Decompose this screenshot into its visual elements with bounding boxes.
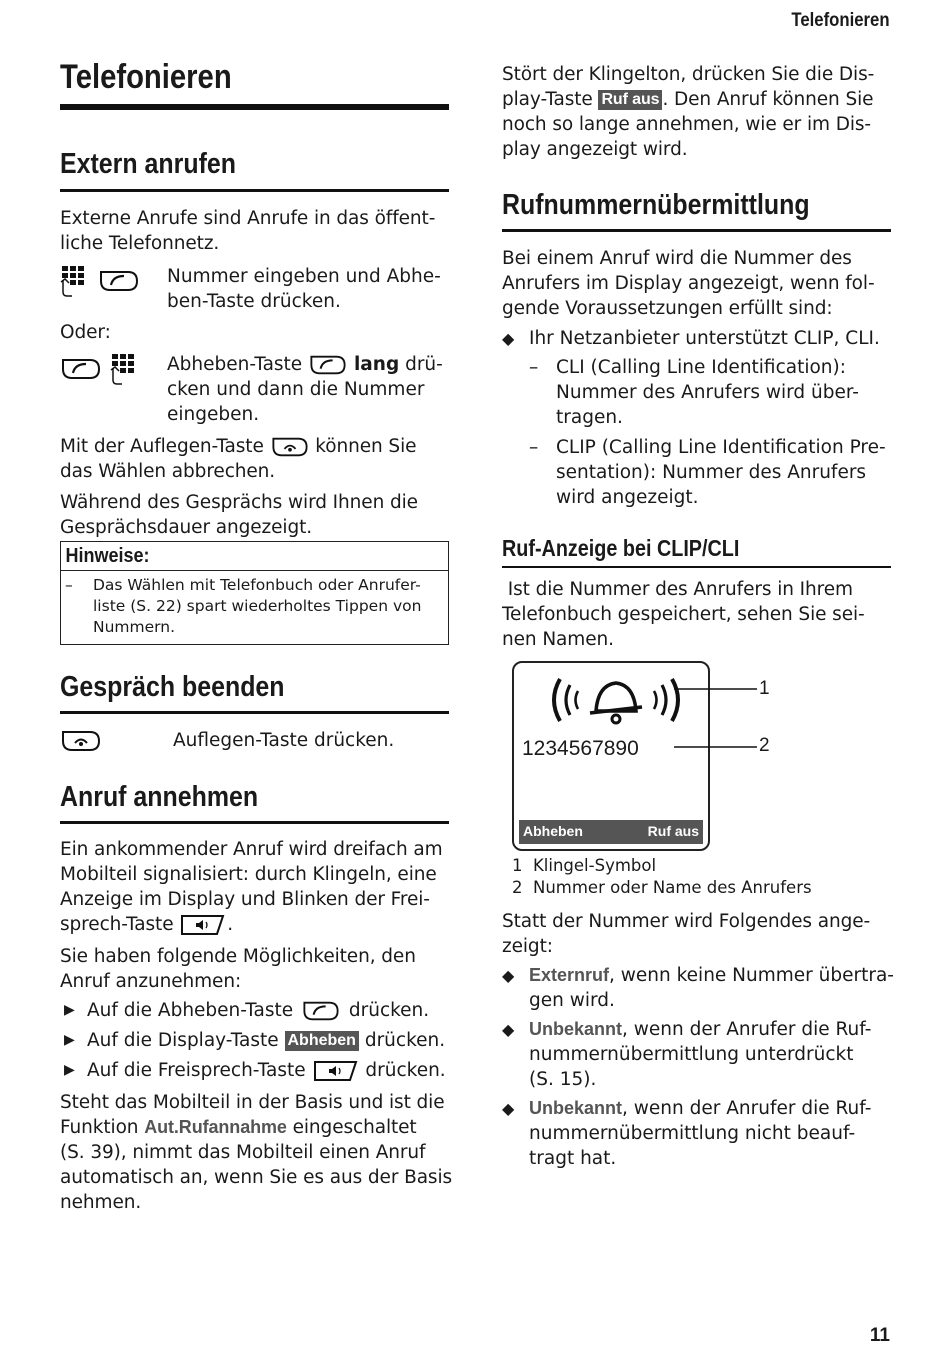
running-header: Telefonieren	[791, 10, 890, 31]
term-externruf: Externruf	[529, 965, 610, 985]
display-key-abheben: Abheben	[285, 1031, 359, 1051]
display-key-ruf-aus: Ruf aus	[598, 90, 662, 110]
note-dash: –	[65, 576, 73, 594]
clip-definition: – CLIP (Calling Line Identification Pre- sentation): Nummer des Anrufers wird angezeigt.	[529, 437, 886, 508]
keypad-icon	[60, 264, 90, 298]
heading-rule	[60, 821, 449, 824]
lift-handset-key-icon	[299, 999, 343, 1023]
figure-legend: 1 Klingel-Symbol 2 Nummer oder Name des Anrufers	[512, 856, 812, 897]
speaker-key-icon	[312, 1060, 360, 1082]
end-call-key-icon	[60, 728, 102, 754]
cli-definition: – CLI (Calling Line Identification): Nummer des Anrufers wird über- tragen.	[529, 357, 859, 428]
note-heading: Hinweise:	[65, 545, 150, 567]
extern-intro: Externe Anrufe sind Anrufe in das öffent- liche Telefonnetz.	[60, 208, 436, 254]
accept-intro: Ein ankommender Anruf wird dreifach am Mobilteil signalisiert: durch Klingeln, eine Anzeige im Display und Blinken der Frei- sprech-Taste .	[60, 839, 443, 935]
accept-options-intro: Sie haben folgende Möglichkeiten, den Anruf anzunehmen:	[60, 946, 416, 992]
auto-answer-text: Steht das Mobilteil in der Basis und ist die Funktion Aut.Rufannahme eingeschaltet (S. 39), nimmt das Mobilteil einen Anruf automatisch an, wenn Sie es aus der Basis nehmen.	[60, 1092, 453, 1213]
term-unbekannt: Unbekannt	[529, 1019, 623, 1039]
bullet-externruf: ◆ Externruf, wenn keine Nummer übertra- gen wird.	[502, 965, 894, 1011]
speaker-key-icon	[179, 914, 227, 936]
call-duration-text: Während des Gesprächs wird Ihnen die Gesprächsdauer angezeigt.	[60, 492, 418, 538]
abort-dialing-text: Mit der Auflegen-Taste können Sie das Wählen abbrechen.	[60, 436, 417, 482]
accept-option-display-key: ▶ Auf die Display-Taste Abheben drücken.	[64, 1030, 446, 1051]
heading-gespraech-beenden: Gespräch beenden	[60, 671, 285, 703]
callout-1: 1	[759, 678, 770, 699]
heading-rule	[60, 711, 449, 714]
heading-anruf-annehmen: Anruf annehmen	[60, 781, 259, 813]
ringing-bell-icon	[546, 671, 686, 729]
bullet-unbekannt-not-ordered: ◆ Unbekannt, wenn der Anrufer die Ruf- nummernübermittlung nicht beauf- tragt hat.	[502, 1098, 872, 1169]
arrow-bullet-icon: ▶	[64, 1002, 75, 1018]
softkey-ruf-aus: Ruf aus	[647, 823, 699, 839]
display-intro: Ist die Nummer des Anrufers in Ihrem Telefonbuch gespeichert, sehen Sie sei- nen Namen.	[502, 579, 865, 650]
bullet-unbekannt-suppressed: ◆ Unbekannt, wenn der Anrufer die Ruf- nummernübermittlung unterdrückt (S. 15).	[502, 1019, 872, 1090]
menu-term-aut-rufannahme: Aut.Rufannahme	[144, 1117, 287, 1137]
note-body: – Das Wählen mit Telefonbuch oder Anrufer- liste (S. 22) spart wiederholtes Tippen von Nummern.	[65, 576, 422, 636]
heading-extern-anrufen: Extern anrufen	[60, 148, 237, 180]
heading-rule	[502, 566, 891, 568]
term-unbekannt: Unbekannt	[529, 1098, 623, 1118]
diamond-bullet-icon: ◆	[502, 1099, 515, 1118]
lift-handset-key-icon	[308, 353, 348, 377]
arrow-bullet-icon: ▶	[64, 1032, 75, 1048]
keypad-icon	[110, 352, 140, 386]
or-label: Oder:	[60, 322, 111, 343]
accept-option-speaker: ▶ Auf die Freisprech-Taste drücken.	[64, 1060, 446, 1081]
caller-number: 1234567890	[522, 737, 639, 760]
display-softkey-bar	[519, 820, 703, 844]
instead-text: Statt der Nummer wird Folgendes ange- zeigt:	[502, 911, 871, 957]
heading-rule	[60, 189, 449, 192]
note-box	[60, 541, 449, 645]
clip-requirement: ◆ Ihr Netzanbieter unterstützt CLIP, CLI.	[502, 328, 880, 349]
callout-2: 2	[759, 735, 770, 756]
heading-ruf-anzeige: Ruf-Anzeige bei CLIP/CLI	[502, 535, 740, 561]
page-title: Telefonieren	[60, 58, 232, 96]
clip-intro: Bei einem Anruf wird die Nummer des Anrufers im Display angezeigt, wenn fol- gende Voraussetzungen erfüllt sind:	[502, 248, 875, 319]
accept-option-lift: ▶ Auf die Abheben-Taste drücken.	[64, 1000, 430, 1021]
arrow-bullet-icon: ▶	[64, 1062, 75, 1078]
diamond-bullet-icon: ◆	[502, 329, 515, 348]
diamond-bullet-icon: ◆	[502, 1020, 515, 1039]
heading-rule	[502, 229, 891, 232]
page-number: 11	[869, 1325, 890, 1346]
lift-handset-key-icon	[98, 268, 140, 294]
lift-handset-key-icon	[60, 356, 102, 382]
title-rule	[60, 104, 449, 110]
softkey-abheben: Abheben	[523, 823, 583, 839]
heading-rufnummernuebermittlung: Rufnummernübermittlung	[502, 189, 810, 221]
ring-off-text: Stört der Klingelton, drücken Sie die Dis- play-Taste Ruf aus . Den Anruf können Sie noch so lange annehmen, wie er im Dis- play angezeigt wird.	[502, 64, 875, 160]
diamond-bullet-icon: ◆	[502, 966, 515, 985]
end-call-key-icon	[270, 435, 310, 459]
